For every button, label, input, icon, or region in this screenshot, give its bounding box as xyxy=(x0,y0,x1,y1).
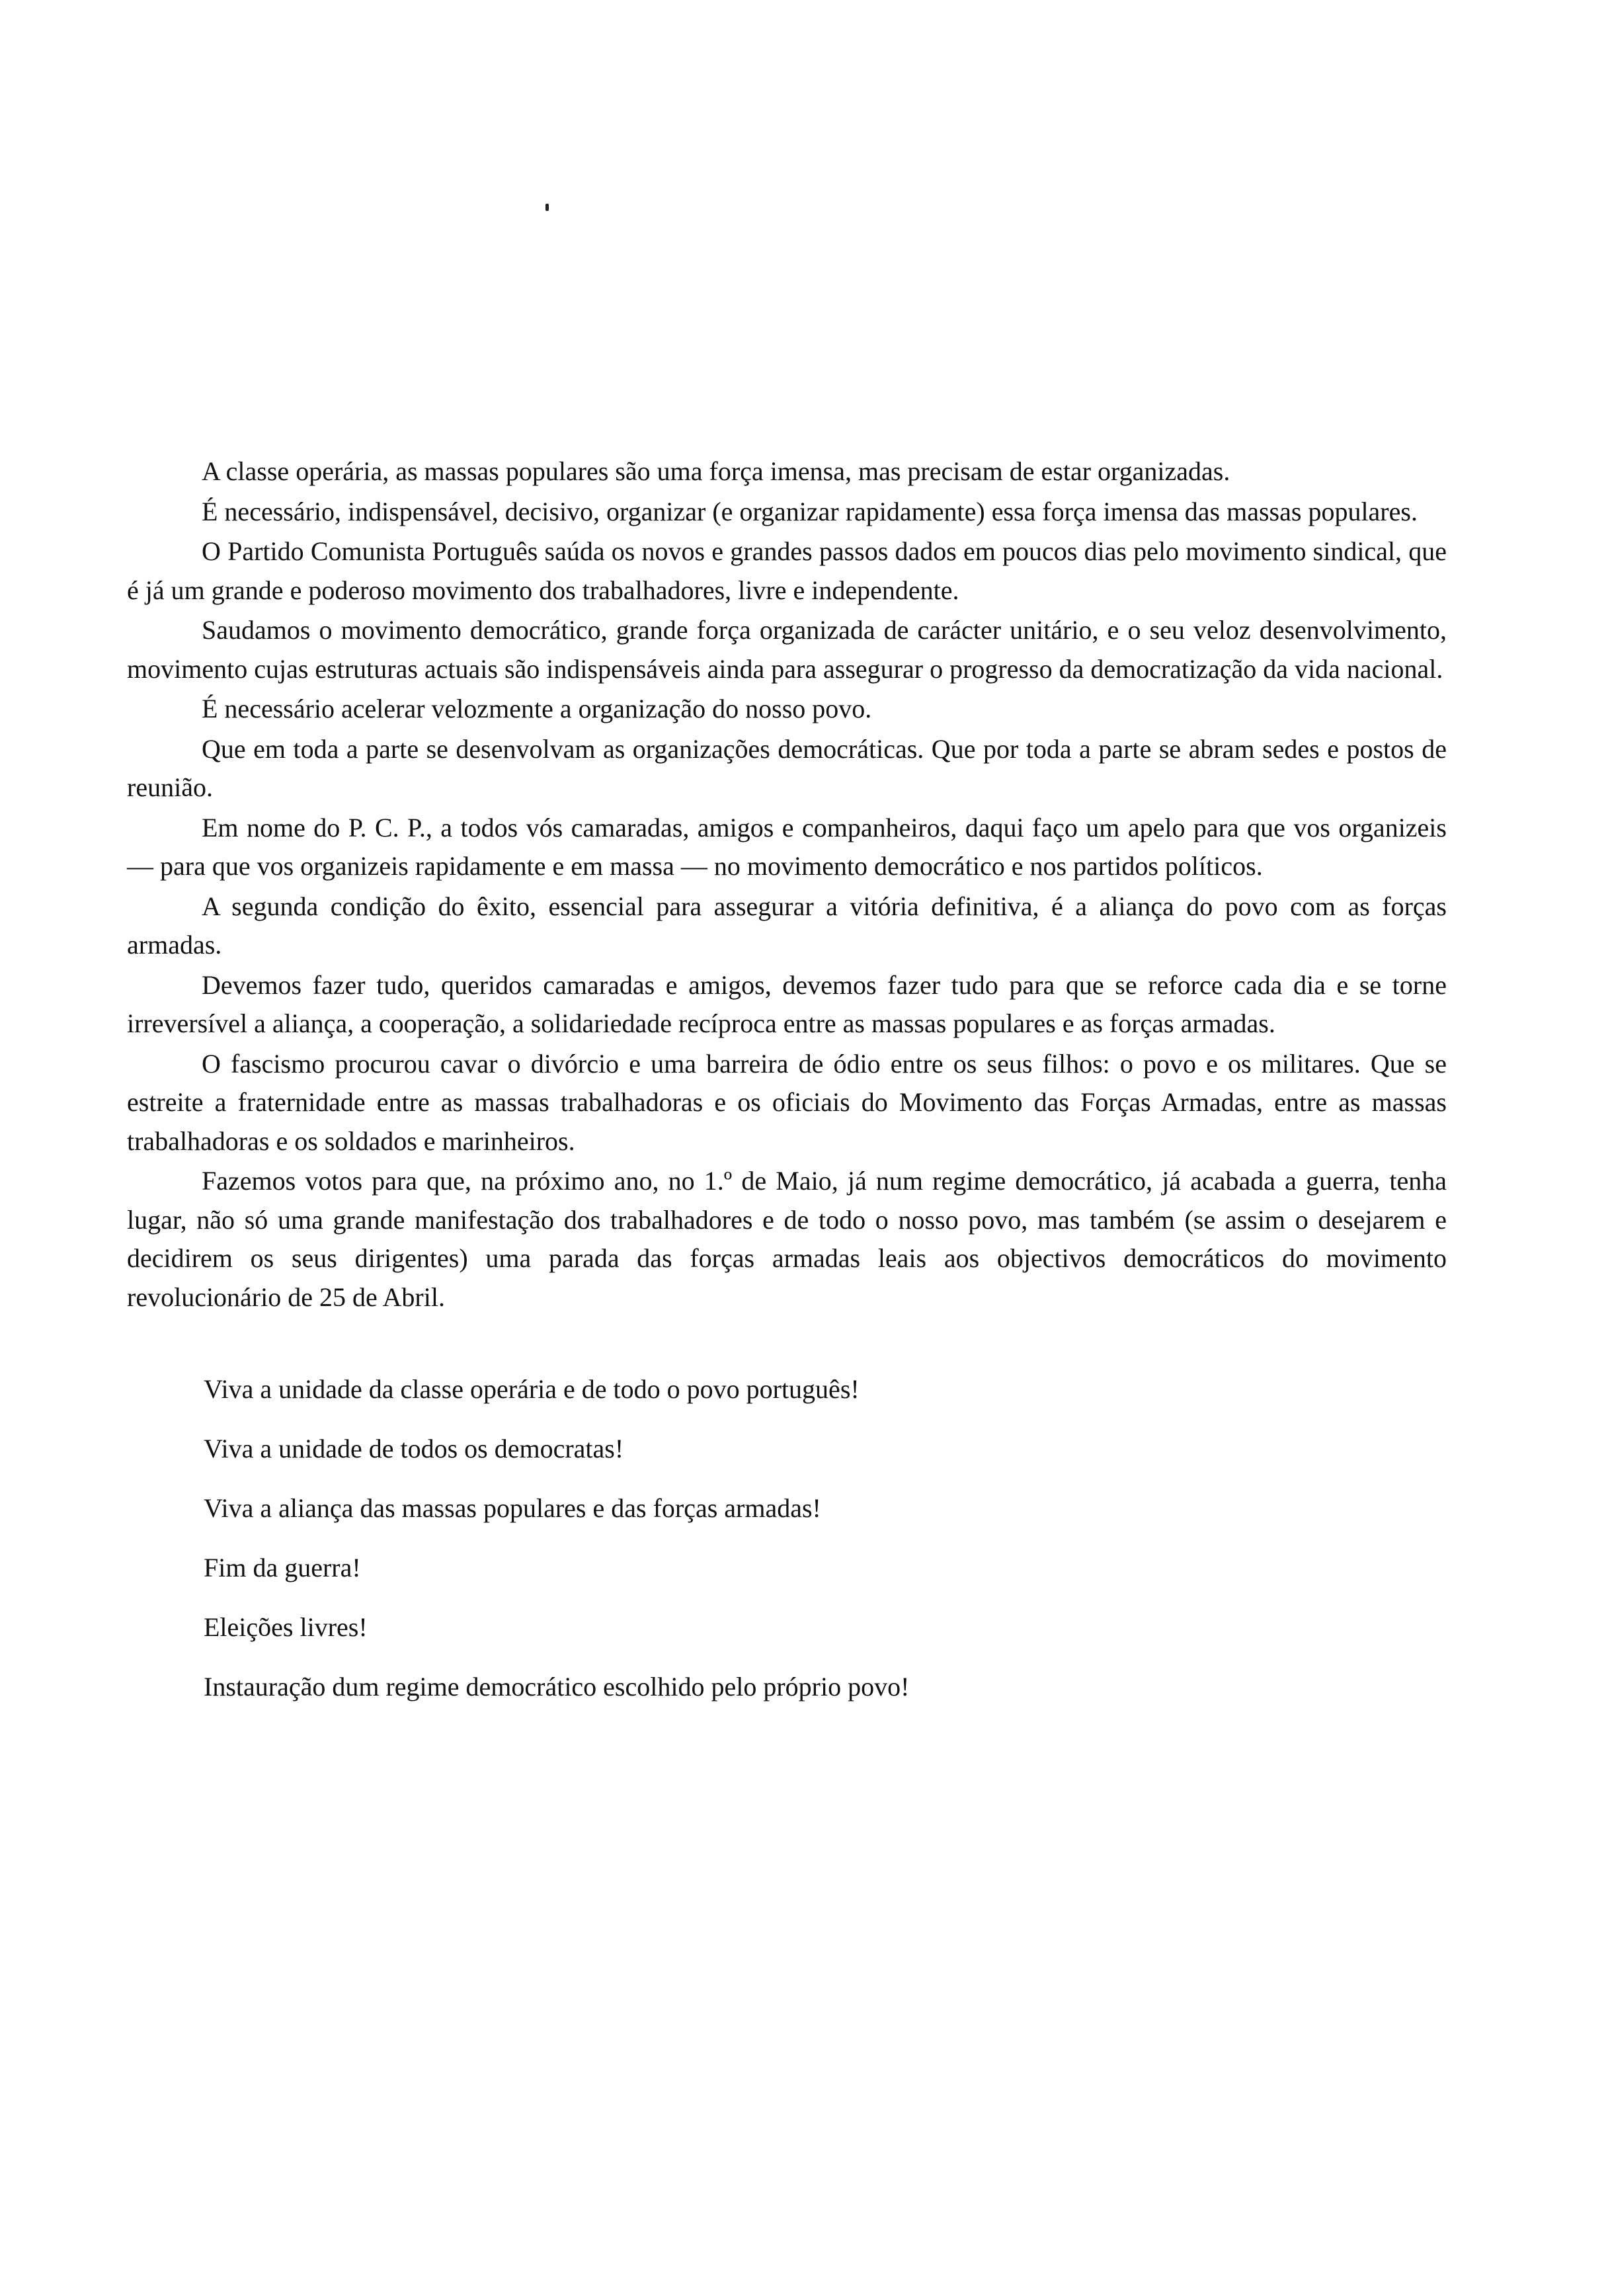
paragraph: A segunda condição do êxito, essencial para assegurar a vitória definitiva, é a aliança do povo com as forças armadas. xyxy=(127,891,1447,960)
print-speck xyxy=(545,204,549,211)
paragraph: Devemos fazer tudo, queridos camaradas e amigos, devemos fazer tudo para que se reforce cada dia e se torne irreversível a aliança, a cooperação, a solidariedade recíproca entre as massas populares e as forças armadas. xyxy=(127,969,1447,1038)
paragraph: Saudamos o movimento democrático, grande força organizada de carácter unitário, e o seu veloz desenvolvimento, movimento cujas estruturas actuais são indispensáveis ainda para assegurar o progresso da democratização da vida nacional. xyxy=(127,615,1447,684)
slogan: Viva a aliança das massas populares e das forças armadas! xyxy=(204,1493,821,1523)
slogan: Viva a unidade da classe operária e de todo o povo português! xyxy=(204,1374,860,1404)
slogan: Fim da guerra! xyxy=(204,1553,361,1582)
slogan: Instauração dum regime democrático escolhido pelo próprio povo! xyxy=(204,1672,910,1702)
paragraph: O Partido Comunista Português saúda os novos e grandes passos dados em poucos dias pelo movimento sindical, que é já um grande e poderoso movimento dos trabalhadores, livre e independente. xyxy=(127,536,1447,605)
slogan-list xyxy=(204,1370,1394,1727)
paragraph: Fazemos votos para que, na próximo ano, no 1.º de Maio, já num regime democrático, já acabada a guerra, tenha lugar, não só uma grande manifestação dos trabalhadores e de todo o nosso povo, mas também (se assim o desejarem e decidirem os seus dirigentes) uma parada das forças armadas leais aos objectivos democráticos do movimento revolucionário de 25 de Abril. xyxy=(127,1166,1447,1312)
paragraph: O fascismo procurou cavar o divórcio e uma barreira de ódio entre os seus filhos: o povo e os militares. Que se estreite a fraternidade entre as massas trabalhadoras e os oficiais do Movimento das Forças Armadas, entre as massas trabalhadoras e os soldados e marinheiros. xyxy=(127,1048,1447,1156)
paragraph: É necessário acelerar velozmente a organização do nosso povo. xyxy=(202,694,872,723)
paragraph: É necessário, indispensável, decisivo, organizar (e organizar rapidamente) essa força imensa das massas populares. xyxy=(202,496,1418,526)
slogan: Eleições livres! xyxy=(204,1612,368,1642)
paragraph: Que em toda a parte se desenvolvam as organizações democráticas. Que por toda a parte se abram sedes e postos de reunião. xyxy=(127,733,1447,802)
slogan: Viva a unidade de todos os democratas! xyxy=(204,1434,624,1463)
paragraph: A classe operária, as massas populares são uma força imensa, mas precisam de estar organizadas. xyxy=(202,456,1230,486)
speech-body xyxy=(127,452,1447,1318)
paragraph: Em nome do P. C. P., a todos vós camaradas, amigos e companheiros, daqui faço um apelo para que vos organizeis — para que vos organizeis rapidamente e em massa — no movimento democrático e nos partidos políticos. xyxy=(127,812,1447,881)
